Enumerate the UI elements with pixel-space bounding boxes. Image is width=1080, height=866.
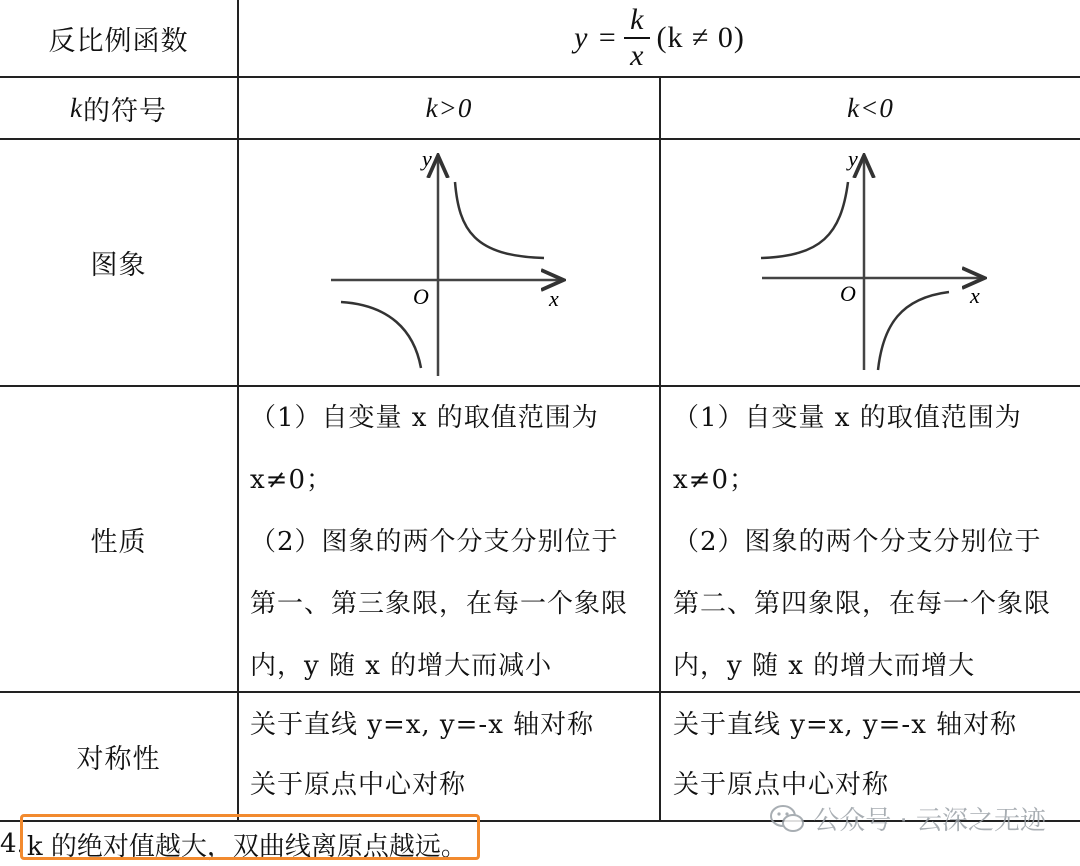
property-line: （1）自变量 x 的取值范围为 <box>673 403 1022 433</box>
hyperbola-branch-q4 <box>878 292 949 370</box>
row-label-graph <box>0 140 237 385</box>
formula-denominator: x <box>630 39 645 72</box>
origin-label: O <box>840 281 856 306</box>
graph-k-positive <box>239 140 659 385</box>
note-number: 4. <box>0 829 25 859</box>
axis-label-x: x <box>970 283 980 308</box>
header-text: k<0 <box>847 92 894 123</box>
header-k-negative <box>661 78 1080 138</box>
property-line: 第一、第三象限，在每一个象限 <box>250 589 629 619</box>
label-k: k <box>70 92 83 123</box>
label-text: 图象 <box>90 250 147 281</box>
row-label-symmetry <box>0 693 237 820</box>
property-line: （2）图象的两个分支分别位于 <box>250 527 619 557</box>
axis-label-y: y <box>422 146 432 171</box>
axis-label-y: y <box>848 146 858 171</box>
property-line: 第二、第四象限，在每一个象限 <box>673 589 1052 619</box>
property-line: 内，y 随 x 的增大而减小 <box>250 651 553 681</box>
hyperbola-branch-q3 <box>341 302 421 368</box>
label-text: 对称性 <box>76 744 161 775</box>
hyperbola-branch-q1 <box>455 182 544 258</box>
origin-label: O <box>413 284 429 309</box>
note-text: k 的绝对值越大，双曲线离原点越远。 <box>26 831 467 862</box>
function-formula <box>239 0 1080 76</box>
symmetry-k-negative <box>673 695 1017 815</box>
symmetry-line: 关于原点中心对称 <box>250 770 467 800</box>
symmetry-line: 关于直线 y=x, y=-x 轴对称 <box>250 710 595 740</box>
symmetry-line: 关于直线 y=x, y=-x 轴对称 <box>673 710 1018 740</box>
property-k-positive <box>250 387 628 697</box>
formula-numerator: k <box>624 5 650 39</box>
row-label-sign <box>0 78 237 138</box>
formula-lhs: y = <box>574 21 619 54</box>
axis-label-x: x <box>549 286 559 311</box>
property-line: （1）自变量 x 的取值范围为 <box>250 403 599 433</box>
property-line: x≠0； <box>673 465 756 495</box>
label-text: 反比例函数 <box>48 25 189 57</box>
hyperbola-branch-q2 <box>761 182 848 258</box>
formula-fraction <box>624 5 650 71</box>
watermark-text: 公众号 · 云深之无迹 <box>813 806 1046 836</box>
row-label-function <box>0 0 237 76</box>
formula-condition: (k ≠ 0) <box>656 21 745 54</box>
graph-k-negative <box>661 140 1080 385</box>
property-line: （2）图象的两个分支分别位于 <box>673 527 1042 557</box>
label-text: 的符号 <box>82 95 167 127</box>
symmetry-k-positive <box>250 695 594 815</box>
property-k-negative <box>673 387 1051 697</box>
header-text: k>0 <box>425 92 473 123</box>
note-highlight-box <box>20 814 480 860</box>
header-k-positive <box>239 78 659 138</box>
property-line: 内，y 随 x 的增大而增大 <box>673 651 976 681</box>
row-label-property <box>0 387 237 691</box>
property-line: x≠0； <box>250 465 333 495</box>
symmetry-line: 关于原点中心对称 <box>673 770 890 800</box>
label-text: 性质 <box>90 526 147 558</box>
